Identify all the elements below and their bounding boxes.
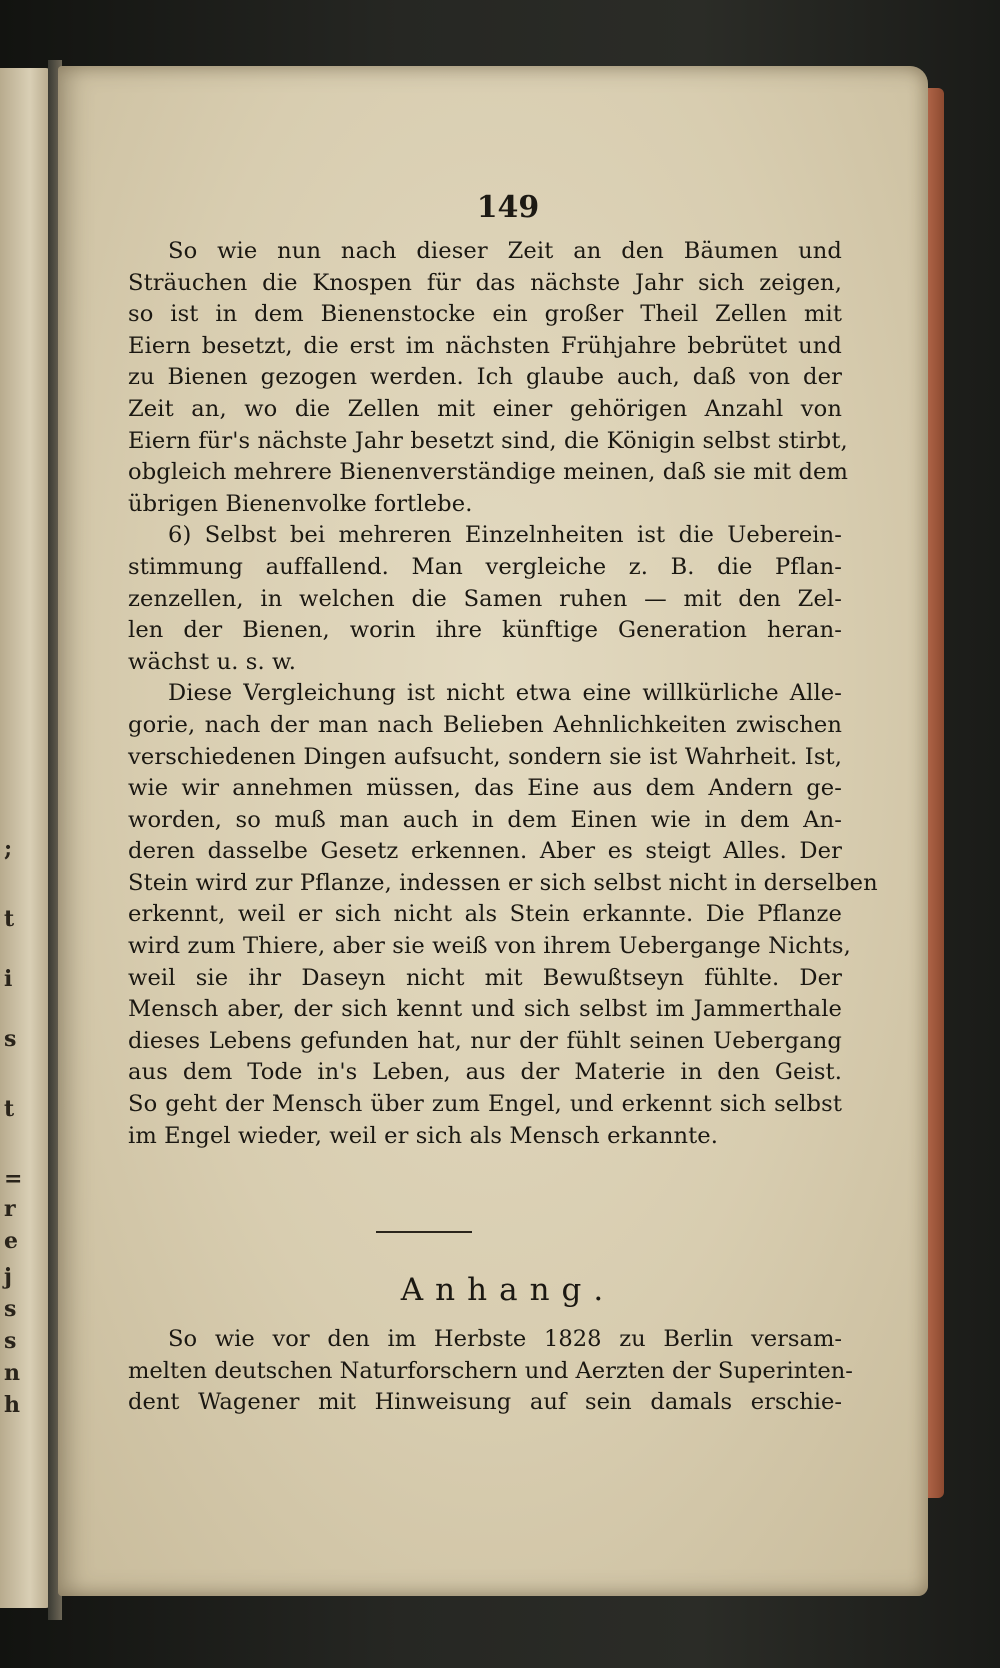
text-line: obgleich mehrere Bienenverständige meinen, daß sie mit dem: [128, 459, 849, 486]
edge-fragment: h: [4, 1392, 20, 1418]
text-line: dent Wagener mit Hinweisung auf sein damals erschie-: [128, 1389, 842, 1416]
text-line: übrigen Bienenvolke fortlebe.: [128, 490, 473, 517]
text-line: deren dasselbe Gesetz erkennen. Aber es steigt Alles. Der: [128, 838, 842, 865]
text-line: 6) Selbst bei mehreren Einzelnheiten ist die Ueberein-: [168, 522, 842, 549]
edge-fragment: s: [4, 1296, 17, 1322]
text-line: Eiern für's nächste Jahr besetzt sind, die Königin selbst stirbt,: [128, 427, 848, 454]
body-text: [128, 236, 878, 1152]
edge-fragment: i: [4, 966, 13, 992]
edge-fragment: ;: [4, 836, 13, 862]
text-line: stimmung auffallend. Man vergleiche z. B. die Pflan-: [128, 553, 842, 580]
text-line: melten deutschen Naturforschern und Aerzten der Superinten-: [128, 1357, 853, 1384]
text-line: zenzellen, in welchen die Samen ruhen — mit den Zel-: [128, 585, 842, 612]
edge-fragment: t: [4, 1096, 15, 1122]
edge-fragment: s: [4, 1026, 17, 1052]
section-divider: [376, 1231, 472, 1233]
text-line: Sträuchen die Knospen für das nächste Jahr sich zeigen,: [128, 269, 842, 296]
text-line: weil sie ihr Daseyn nicht mit Bewußtseyn fühlte. Der: [128, 964, 842, 991]
text-line: So geht der Mensch über zum Engel, und erkennt sich selbst: [128, 1091, 842, 1118]
text-line: gorie, nach der man nach Belieben Aehnlichkeiten zwischen: [128, 711, 842, 738]
edge-fragment: n: [4, 1360, 20, 1386]
text-line: erkennt, weil er sich nicht als Stein erkannte. Die Pflanze: [128, 901, 842, 928]
edge-fragment: j: [4, 1264, 12, 1290]
text-line: len der Bienen, worin ihre künftige Generation heran-: [128, 617, 842, 644]
text-line: verschiedenen Dingen aufsucht, sondern sie ist Wahrheit. Ist,: [128, 743, 842, 770]
appendix-text: [128, 1324, 853, 1419]
text-line: wächst u. s. w.: [128, 648, 297, 675]
text-line: worden, so muß man auch in dem Einen wie in dem An-: [128, 806, 842, 833]
text-line: Diese Vergleichung ist nicht etwa eine willkürliche Alle-: [168, 680, 842, 707]
previous-page-edge: [0, 68, 50, 1608]
text-line: So wie nun nach dieser Zeit an den Bäumen und: [168, 238, 842, 264]
text-line: so ist in dem Bienenstocke ein großer Theil Zellen mit: [128, 301, 842, 328]
text-line: So wie vor den im Herbste 1828 zu Berlin versam-: [168, 1326, 842, 1352]
edge-fragment: e: [4, 1228, 18, 1254]
text-line: Mensch aber, der sich kennt und sich selbst im Jammerthale: [128, 996, 842, 1023]
text-line: Zeit an, wo die Zellen mit einer gehörigen Anzahl von: [128, 395, 842, 422]
text-line: zu Bienen gezogen werden. Ich glaube auch, daß von der: [128, 364, 842, 391]
edge-fragment: s: [4, 1328, 17, 1354]
text-line: dieses Lebens gefunden hat, nur der fühlt seinen Uebergang: [128, 1027, 842, 1054]
appendix-heading: Anhang.: [400, 1272, 616, 1308]
book-page: [58, 66, 928, 1596]
text-line: wie wir annehmen müssen, das Eine aus dem Andern ge-: [128, 775, 842, 802]
text-line: aus dem Tode in's Leben, aus der Materie in den Geist.: [128, 1059, 842, 1086]
page-number: 149: [476, 190, 540, 225]
edge-fragment: =: [4, 1166, 23, 1192]
text-line: Eiern besetzt, die erst im nächsten Frühjahre bebrütet und: [128, 332, 842, 359]
text-line: wird zum Thiere, aber sie weiß von ihrem Uebergange Nichts,: [128, 933, 851, 960]
text-line: im Engel wieder, weil er sich als Mensch erkannte.: [128, 1122, 719, 1149]
text-line: Stein wird zur Pflanze, indessen er sich selbst nicht in derselben: [128, 869, 878, 896]
edge-fragment: t: [4, 906, 15, 932]
edge-fragment: r: [4, 1196, 16, 1222]
